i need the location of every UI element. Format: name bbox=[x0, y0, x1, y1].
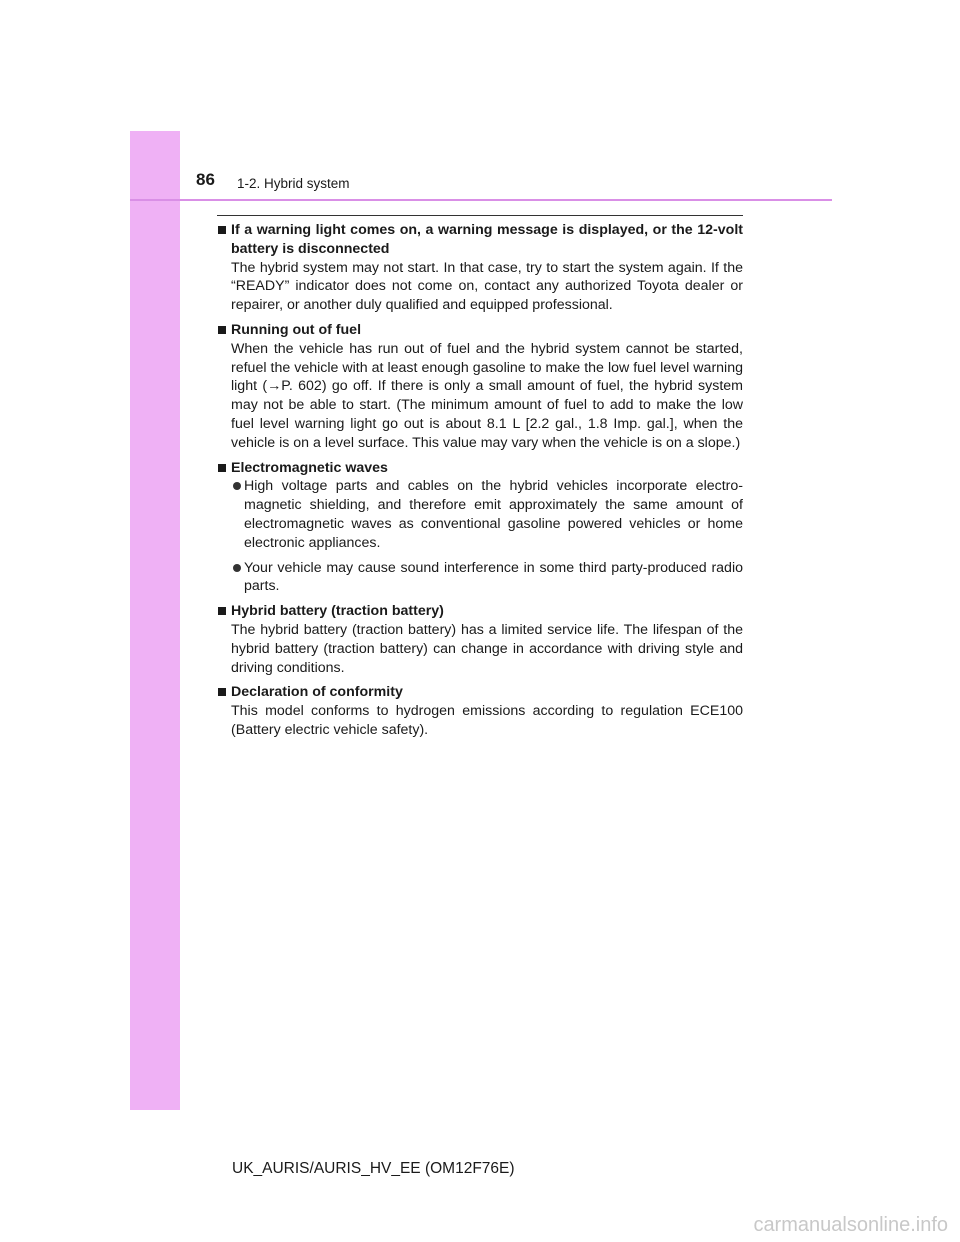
square-bullet-icon bbox=[218, 226, 226, 234]
item-heading bbox=[217, 602, 743, 621]
square-bullet-icon bbox=[218, 607, 226, 615]
section-title: 1-2. Hybrid system bbox=[237, 176, 350, 191]
round-bullet-icon bbox=[233, 482, 241, 490]
item-heading-text: Electromagnetic waves bbox=[231, 459, 388, 476]
square-bullet-icon bbox=[218, 688, 226, 696]
item-hybrid-battery bbox=[217, 602, 743, 677]
item-heading-text: Declaration of conformity bbox=[231, 684, 403, 701]
footer-doc-code: UK_AURIS/AURIS_HV_EE (OM12F76E) bbox=[232, 1160, 515, 1177]
watermark: carmanualsonline.info bbox=[753, 1214, 948, 1236]
item-body: The hybrid battery (traction battery) has a limited service life. The lifespan of the hybrid battery (traction battery) can change in accordance with driving style and driving conditions. bbox=[231, 621, 743, 676]
item-running-out-of-fuel bbox=[217, 321, 743, 453]
item-body: The hybrid system may not start. In that case, try to start the system again. If the “READY” indicator does not come on, contact any authorized Toyota dealer or repairer, or another duly qualified and equipped professional. bbox=[231, 259, 743, 314]
item-warning-light bbox=[217, 221, 743, 315]
round-bullet-icon bbox=[233, 564, 241, 572]
item-electromagnetic-waves bbox=[217, 459, 743, 597]
list-item-text: High voltage parts and cables on the hybrid vehicles incorporate electro-magnetic shielding, and therefore emit approximately the same amount of electromagnetic waves as conventional gasoline powered vehicles or home electronic appliances. bbox=[244, 478, 743, 551]
content-area bbox=[217, 221, 743, 746]
item-body: When the vehicle has run out of fuel and the hybrid system cannot be started, refuel the vehicle with at least enough gasoline to make the low fuel level warning light (→P. 602) go off. If there is only a small amount of fuel, the hybrid system may not be able to start. (The minimum amount of fuel to add to make the low fuel level warning light go out is about 8.1 L [2.2 gal., 1.8 Imp. gal.], when the vehicle is on a level surface. This value may vary when the vehicle is on a slope.) bbox=[231, 340, 743, 451]
list-item-text: Your vehicle may cause sound interference in some third party-produced radio parts. bbox=[244, 559, 743, 595]
list-item bbox=[217, 559, 743, 597]
item-declaration-of-conformity bbox=[217, 683, 743, 739]
item-heading bbox=[217, 221, 743, 259]
item-heading-text: If a warning light comes on, a warning message is displayed, or the 12-volt battery is disconnected bbox=[231, 222, 743, 257]
item-heading bbox=[217, 459, 743, 478]
item-heading-text: Hybrid battery (traction battery) bbox=[231, 603, 444, 620]
header-rule bbox=[130, 199, 832, 201]
item-heading bbox=[217, 683, 743, 702]
item-heading bbox=[217, 321, 743, 340]
item-body: This model conforms to hydrogen emissions according to regulation ECE100 (Battery electric vehicle safety). bbox=[231, 703, 743, 738]
page-number: 86 bbox=[196, 170, 215, 189]
item-heading-text: Running out of fuel bbox=[231, 321, 362, 338]
square-bullet-icon bbox=[218, 326, 226, 334]
content-top-rule bbox=[217, 215, 743, 216]
side-tab-bar bbox=[130, 131, 180, 1110]
square-bullet-icon bbox=[218, 464, 226, 472]
list-item bbox=[217, 477, 743, 552]
